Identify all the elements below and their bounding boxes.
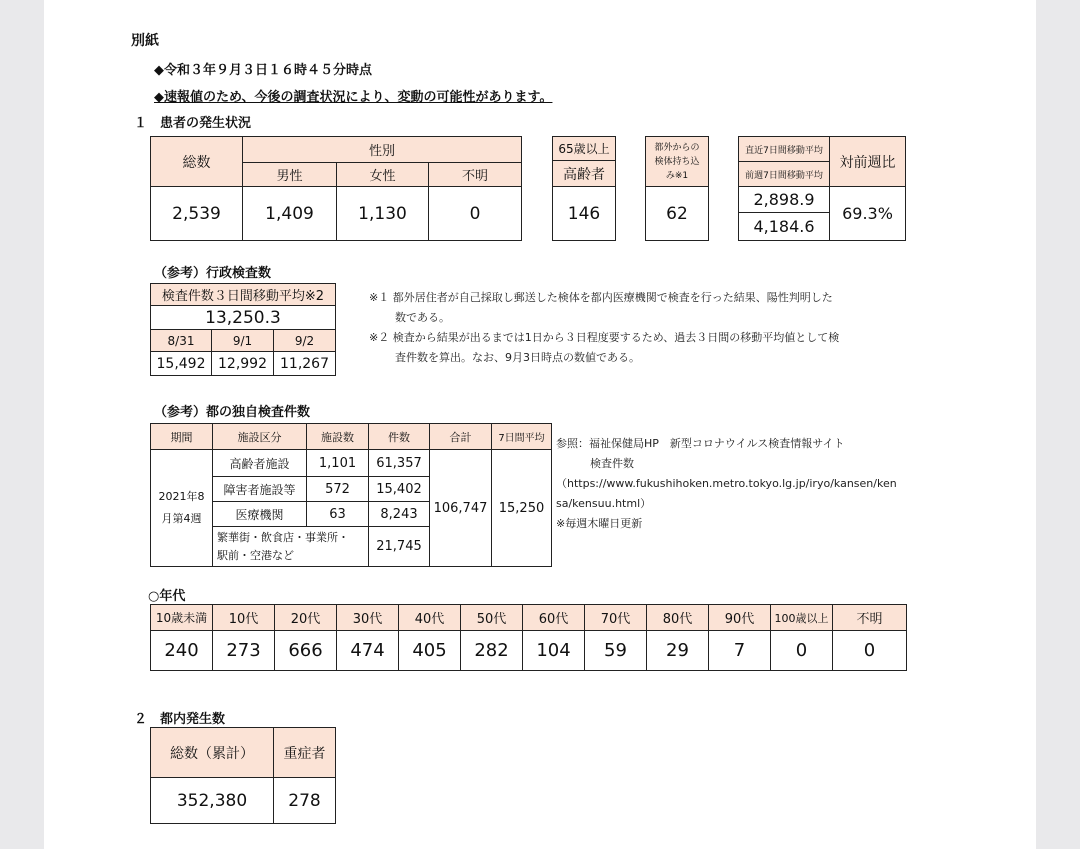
- age-label: 100歳以上: [771, 605, 833, 631]
- elderly-table: [552, 136, 616, 241]
- age-value-row: [151, 631, 907, 671]
- timestamp-note: ◆令和３年９月３日１６時４５分時点: [154, 63, 372, 78]
- age-label: 10歳未満: [151, 605, 213, 631]
- own-category: 障害者施設等: [213, 477, 307, 502]
- admin-tests-table: [150, 283, 336, 376]
- admin-tests-heading: （参考）行政検査数: [154, 266, 272, 281]
- age-value: 0: [833, 631, 907, 671]
- note2-line2: 査件数を算出。なお、9月3日時点の数値である。: [395, 351, 640, 364]
- ref-line2: 検査件数: [590, 457, 634, 470]
- own-header-avg7: 7日間平均: [492, 424, 552, 450]
- moving-average-table: [738, 136, 906, 241]
- document-page: [44, 0, 1036, 849]
- section2-heading: ２ 都内発生数: [134, 712, 226, 727]
- prev-avg-value: 4,184.6: [739, 213, 830, 241]
- admin-count: 15,492: [151, 352, 212, 376]
- ref-update-note: ※毎週木曜日更新: [556, 517, 643, 530]
- age-value: 666: [275, 631, 337, 671]
- age-value: 240: [151, 631, 213, 671]
- total-value: 2,539: [151, 187, 243, 241]
- age-value: 474: [337, 631, 399, 671]
- female-value: 1,130: [337, 187, 429, 241]
- severe-header: 重症者: [274, 728, 336, 778]
- severe-value: 278: [274, 778, 336, 824]
- unknown-header: 不明: [429, 163, 522, 187]
- age-label: 20代: [275, 605, 337, 631]
- own-count: 21,745: [369, 527, 430, 567]
- elderly-header-top: 65歳以上: [553, 137, 616, 161]
- age-label: 40代: [399, 605, 461, 631]
- cumulative-table: [150, 727, 336, 824]
- age-label: 10代: [213, 605, 275, 631]
- own-count: 61,357: [369, 450, 430, 477]
- female-header: 女性: [337, 163, 429, 187]
- total-header: 総数: [151, 137, 243, 187]
- note1-line2: 数である。: [395, 311, 450, 324]
- age-value: 282: [461, 631, 523, 671]
- own-header-total: 合計: [430, 424, 492, 450]
- age-value: 104: [523, 631, 585, 671]
- patient-table: [150, 136, 522, 241]
- sex-header: 性別: [243, 137, 522, 163]
- own-tests-heading: （参考）都の独自検査件数: [154, 405, 311, 420]
- age-heading: ○年代: [148, 589, 186, 604]
- age-label: 50代: [461, 605, 523, 631]
- own-header-count: 件数: [369, 424, 430, 450]
- week-ratio-value: 69.3%: [830, 187, 906, 241]
- attachment-title: 別紙: [131, 33, 159, 49]
- elderly-header-bottom: 高齢者: [553, 161, 616, 187]
- own-total: 106,747: [430, 450, 492, 567]
- age-value: 273: [213, 631, 275, 671]
- own-header-category: 施設区分: [213, 424, 307, 450]
- age-label: 30代: [337, 605, 399, 631]
- admin-count: 11,267: [274, 352, 336, 376]
- cumulative-total-header: 総数（累計）: [151, 728, 274, 778]
- ref-url-line2: sa/kensuu.html）: [556, 497, 652, 510]
- week-ratio-header: 対前週比: [830, 137, 906, 187]
- own-tests-table: [150, 423, 552, 567]
- own-facilities: 1,101: [307, 450, 369, 477]
- note1-line1: ※１ 都外居住者が自己採取し郵送した検体を都内医療機関で検査を行った結果、陽性判明した: [369, 291, 833, 304]
- own-facilities: 63: [307, 502, 369, 527]
- age-label-row: [151, 605, 907, 631]
- admin-count: 12,992: [212, 352, 274, 376]
- age-label: 60代: [523, 605, 585, 631]
- outside-value: 62: [646, 187, 709, 241]
- age-label: 不明: [833, 605, 907, 631]
- preliminary-note: ◆速報値のため、今後の調査状況により、変動の可能性があります。: [154, 90, 553, 105]
- own-period: 2021年8 月第4週: [151, 450, 213, 567]
- admin-date: 9/1: [212, 330, 274, 352]
- age-value: 405: [399, 631, 461, 671]
- admin-tests-average: 13,250.3: [151, 306, 336, 330]
- age-table: [150, 604, 907, 671]
- own-category: 医療機関: [213, 502, 307, 527]
- male-header: 男性: [243, 163, 337, 187]
- age-value: 29: [647, 631, 709, 671]
- male-value: 1,409: [243, 187, 337, 241]
- age-label: 80代: [647, 605, 709, 631]
- age-value: 59: [585, 631, 647, 671]
- recent-avg-value: 2,898.9: [739, 187, 830, 213]
- own-count: 8,243: [369, 502, 430, 527]
- own-avg7: 15,250: [492, 450, 552, 567]
- cumulative-total-value: 352,380: [151, 778, 274, 824]
- own-category: 高齢者施設: [213, 450, 307, 477]
- own-category-other: 繁華街・飲食店・事業所・ 駅前・空港など: [213, 527, 369, 567]
- admin-date: 8/31: [151, 330, 212, 352]
- own-count: 15,402: [369, 477, 430, 502]
- outside-header: 都外からの 検体持ち込 み※1: [646, 137, 709, 187]
- own-header-period: 期間: [151, 424, 213, 450]
- own-facilities: 572: [307, 477, 369, 502]
- ref-line1: 参照：福祉保健局HP 新型コロナウイルス検査情報サイト: [556, 437, 845, 450]
- admin-date: 9/2: [274, 330, 336, 352]
- recent-avg-header: 直近7日間移動平均: [739, 137, 830, 162]
- unknown-value: 0: [429, 187, 522, 241]
- age-label: 70代: [585, 605, 647, 631]
- prev-avg-header: 前週7日間移動平均: [739, 162, 830, 187]
- note2-line1: ※２ 検査から結果が出るまでは1日から３日程度要するため、過去３日間の移動平均値として検: [369, 331, 840, 344]
- admin-tests-header: 検査件数３日間移動平均※2: [151, 284, 336, 306]
- elderly-value: 146: [553, 187, 616, 241]
- age-value: 0: [771, 631, 833, 671]
- ref-url-line1: （https://www.fukushihoken.metro.tokyo.lg.jp/iryo/kansen/ken: [556, 477, 897, 490]
- outside-table: [645, 136, 709, 241]
- age-label: 90代: [709, 605, 771, 631]
- age-value: 7: [709, 631, 771, 671]
- own-header-facilities: 施設数: [307, 424, 369, 450]
- section1-heading: １ 患者の発生状況: [134, 116, 252, 131]
